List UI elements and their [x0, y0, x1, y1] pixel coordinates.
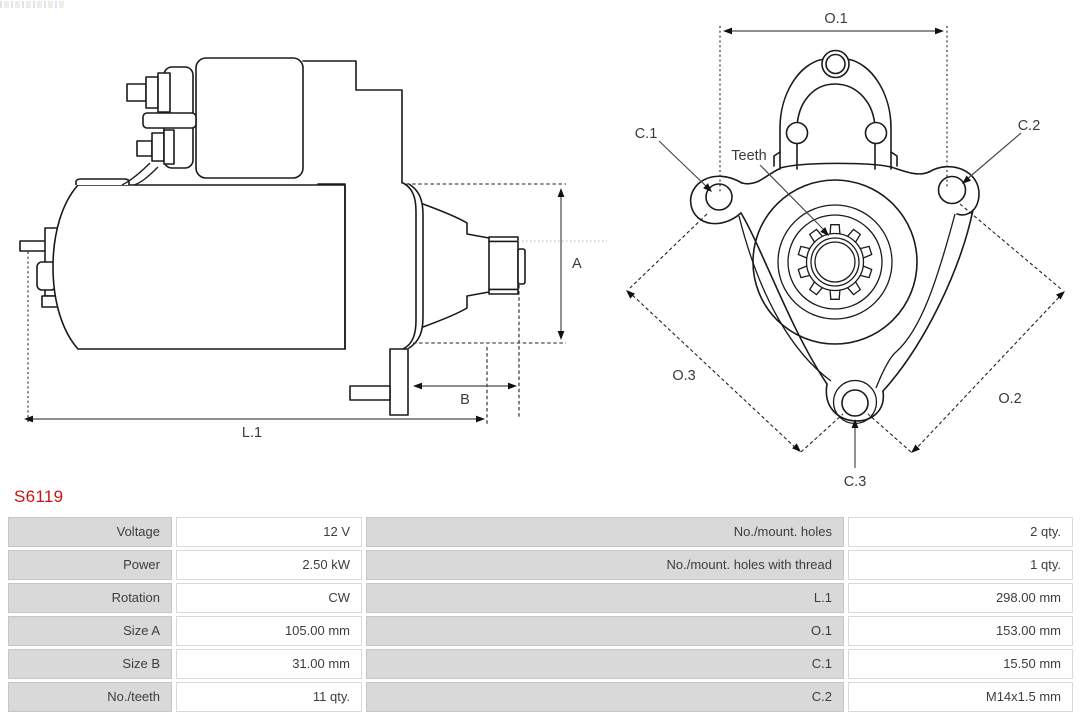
dim-o3-label: O.3	[672, 368, 696, 384]
body-top-tab	[76, 179, 129, 185]
hole-c3	[842, 390, 868, 416]
label-teeth	[731, 148, 831, 238]
pinion-gear	[489, 237, 525, 294]
label-c1	[635, 126, 715, 194]
spec-value-cell: 2 qty.	[848, 517, 1073, 547]
spec-value-cell: 15.50 mm	[848, 649, 1073, 679]
side-view	[20, 58, 607, 441]
dim-b-label: B	[460, 392, 470, 408]
dim-a-label: A	[572, 256, 582, 272]
front-bracket	[303, 61, 402, 183]
spec-label-cell: Size A	[8, 616, 172, 646]
part-number: S6119	[14, 487, 64, 506]
dim-o2-label: O.2	[998, 391, 1022, 407]
mounting-foot	[350, 349, 408, 415]
spec-value-cell: 153.00 mm	[848, 616, 1073, 646]
spec-table	[8, 517, 1073, 712]
front-view	[624, 11, 1068, 490]
spec-value-cell: 1 qty.	[848, 550, 1073, 580]
hole-c2	[939, 177, 966, 204]
solenoid	[127, 58, 303, 178]
spec-value-cell: 2.50 kW	[176, 550, 362, 580]
spec-value-cell: M14x1.5 mm	[848, 682, 1073, 712]
svg-text:C.3: C.3	[843, 474, 867, 490]
spec-label-cell: No./mount. holes with thread	[366, 550, 844, 580]
spec-label-cell: Power	[8, 550, 172, 580]
spec-label-cell: C.1	[366, 649, 844, 679]
svg-text:Teeth: Teeth	[731, 148, 767, 164]
spec-label-cell: Size B	[8, 649, 172, 679]
gear-teeth	[798, 225, 871, 300]
dim-l1-label: L.1	[241, 425, 263, 441]
label-c3	[844, 419, 867, 490]
mounting-flange	[691, 163, 979, 423]
arch-housing	[774, 51, 897, 170]
dimension-o3	[624, 214, 843, 454]
spec-value-cell: 11 qty.	[176, 682, 362, 712]
spec-label-cell: Rotation	[8, 583, 172, 613]
spec-value-cell: 298.00 mm	[848, 583, 1073, 613]
dim-o1-label: O.1	[824, 11, 848, 27]
spec-label-cell: C.2	[366, 682, 844, 712]
spec-value-cell: 12 V	[176, 517, 362, 547]
spec-label-cell: O.1	[366, 616, 844, 646]
center-gear	[753, 180, 917, 344]
spec-label-cell: Voltage	[8, 517, 172, 547]
motor-body	[53, 185, 345, 349]
svg-text:C.1: C.1	[634, 126, 658, 142]
dimension-o1	[720, 11, 947, 193]
spec-label-cell: L.1	[366, 583, 844, 613]
svg-text:C.2: C.2	[1017, 118, 1041, 134]
spec-label-cell: No./teeth	[8, 682, 172, 712]
dimension-b	[413, 383, 517, 408]
spec-value-cell: 105.00 mm	[176, 616, 362, 646]
dimension-l1	[24, 416, 485, 441]
dimension-a	[558, 188, 582, 340]
spec-label-cell: No./mount. holes	[366, 517, 844, 547]
spec-value-cell: 31.00 mm	[176, 649, 362, 679]
spec-value-cell: CW	[176, 583, 362, 613]
dimension-o2	[868, 204, 1067, 456]
